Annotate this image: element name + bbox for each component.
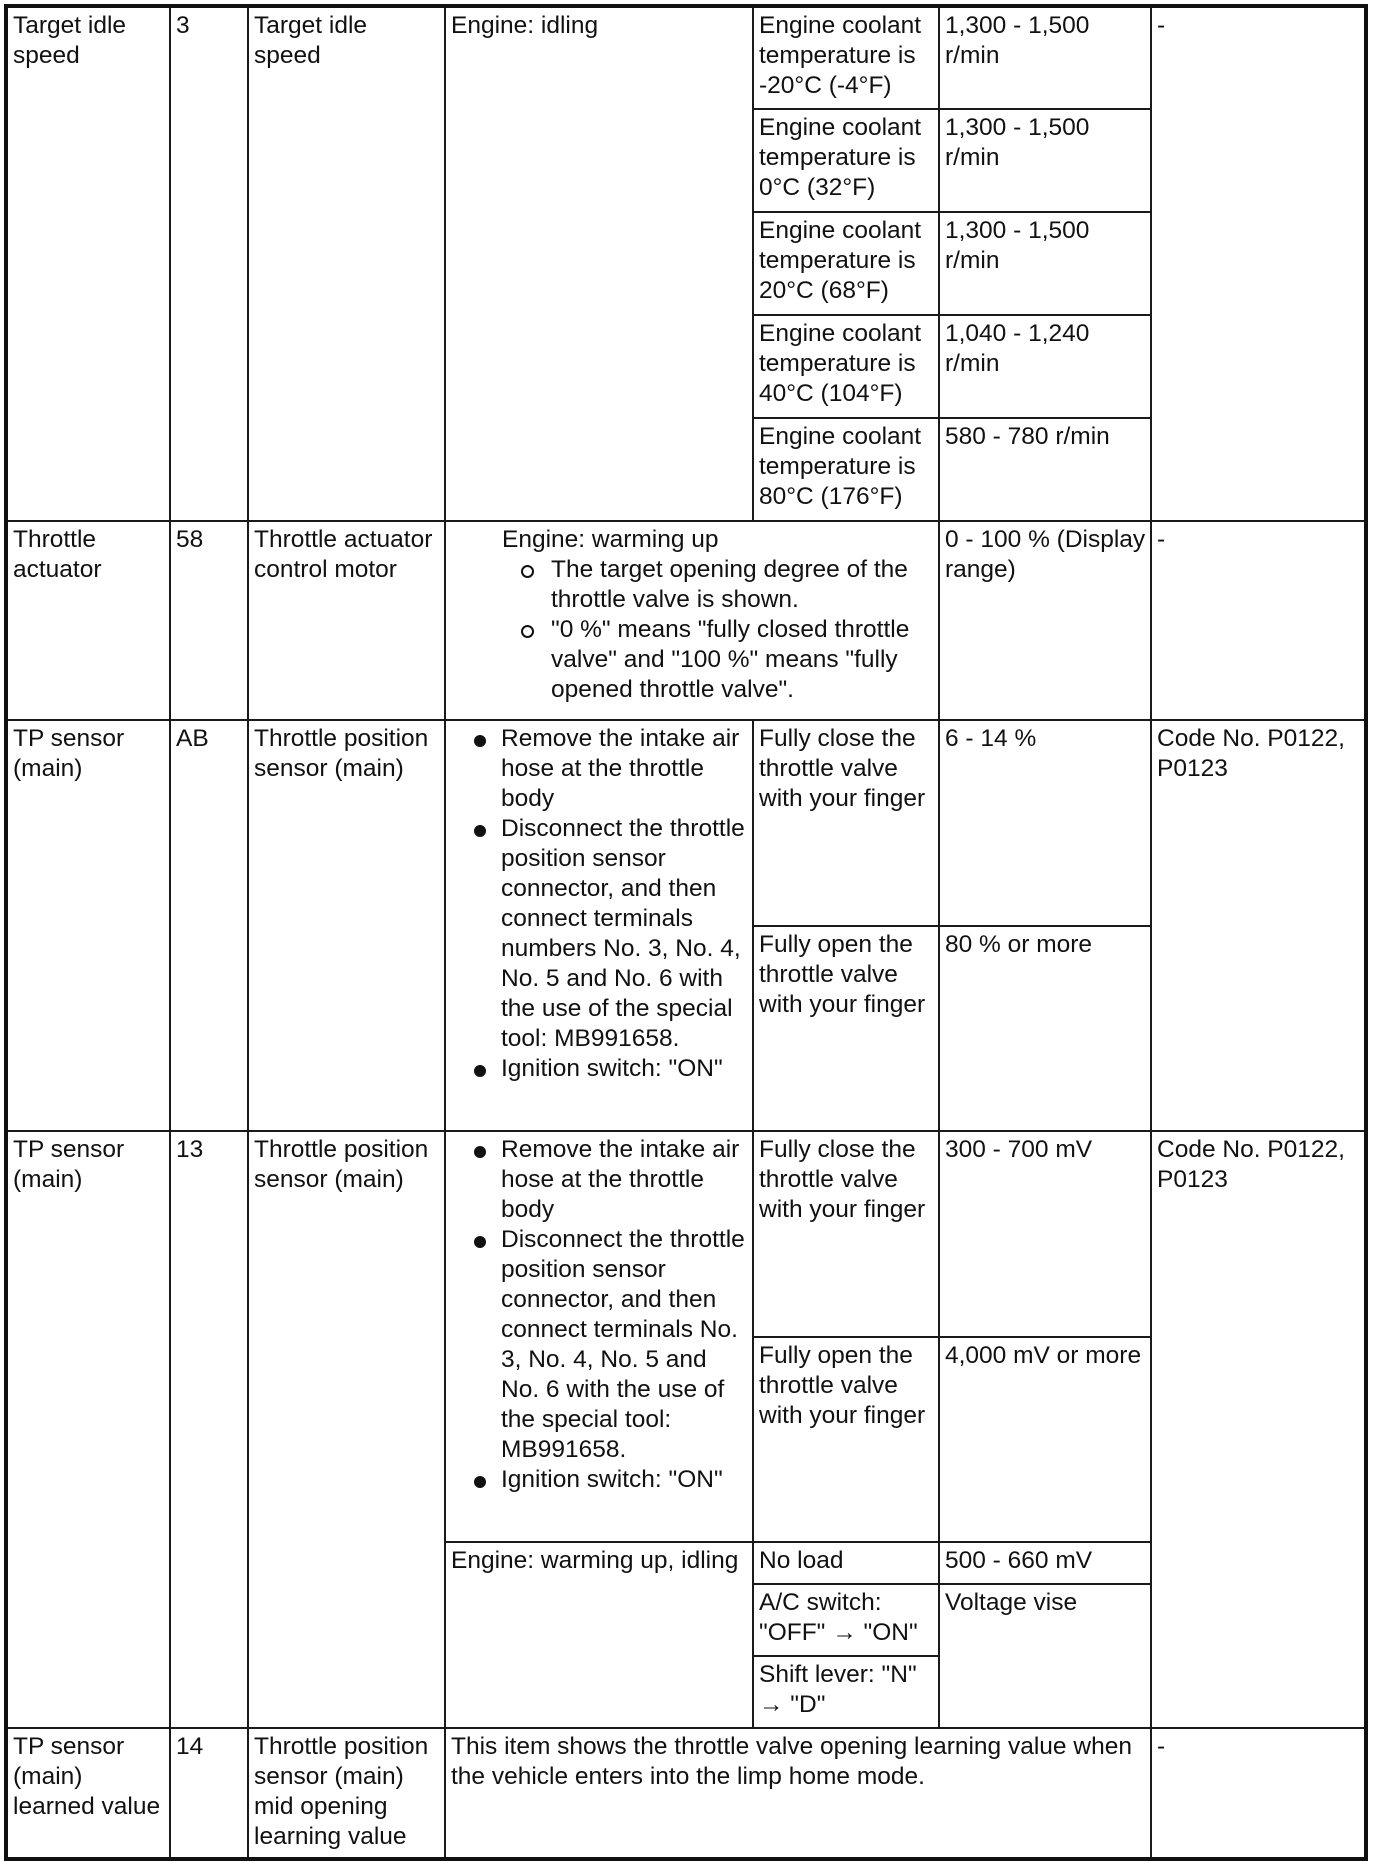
- normal-value-cell: 80 % or more: [939, 926, 1151, 1131]
- sub-condition-cell: Engine coolant temperature is 0°C (32°F): [753, 109, 939, 212]
- normal-value-cell: 300 - 700 mV: [939, 1131, 1151, 1337]
- reference-cell: -: [1151, 521, 1366, 720]
- item-cell: TP sensor (main): [6, 720, 170, 1131]
- procedure-step: Remove the intake air hose at the throttle body: [451, 1135, 748, 1225]
- normal-value-cell: 6 - 14 %: [939, 720, 1151, 926]
- note-item: The target opening degree of the throttle valve is shown.: [451, 555, 934, 615]
- table-row: [6, 1131, 1366, 1337]
- condition-cell: [445, 1131, 753, 1542]
- item-no-cell: 58: [170, 521, 248, 720]
- procedure-step: Disconnect the throttle position sensor connector, and then connect terminals No. 3, No. 4, No. 5 and No. 6 with the use of the special tool: MB991658.: [451, 1225, 748, 1465]
- normal-value-cell: 4,000 mV or more: [939, 1337, 1151, 1542]
- sub-condition-cell: Fully close the throttle valve with your finger: [753, 720, 939, 926]
- item-name-cell: Throttle position sensor (main) mid opening learning value: [248, 1728, 445, 1859]
- table-row: [6, 6, 1366, 109]
- sub-condition-cell: No load: [753, 1542, 939, 1584]
- reference-cell: Code No. P0122, P0123: [1151, 1131, 1366, 1728]
- item-cell: Target idle speed: [6, 6, 170, 521]
- sub-condition-cell: Engine coolant temperature is 20°C (68°F): [753, 212, 939, 315]
- procedure-list: [451, 724, 748, 1084]
- normal-value-cell: 1,300 - 1,500 r/min: [939, 109, 1151, 212]
- item-no-cell: 3: [170, 6, 248, 521]
- normal-value-cell: 500 - 660 mV: [939, 1542, 1151, 1584]
- item-cell: TP sensor (main) learned value: [6, 1728, 170, 1859]
- normal-value-cell: Voltage vise: [939, 1584, 1151, 1728]
- note-item: "0 %" means "fully closed throttle valve" and "100 %" means "fully opened throttle valve".: [451, 615, 934, 705]
- normal-value-cell: 1,040 - 1,240 r/min: [939, 315, 1151, 418]
- item-cell: Throttle actuator: [6, 521, 170, 720]
- normal-value-cell: 1,300 - 1,500 r/min: [939, 212, 1151, 315]
- sub-condition-cell: Fully open the throttle valve with your finger: [753, 1337, 939, 1542]
- condition-heading: Engine: warming up: [502, 526, 719, 553]
- sub-condition-cell: Engine coolant temperature is 80°C (176°F): [753, 418, 939, 521]
- procedure-list: [451, 1135, 748, 1495]
- sub-condition-cell: Engine coolant temperature is -20°C (-4°F): [753, 6, 939, 109]
- item-name-cell: Throttle position sensor (main): [248, 720, 445, 1131]
- sub-condition-cell: Engine coolant temperature is 40°C (104°F): [753, 315, 939, 418]
- service-data-table: [4, 4, 1368, 1861]
- note-list: [451, 555, 934, 705]
- sub-condition-cell: A/C switch: "OFF" → "ON": [753, 1584, 939, 1656]
- normal-value-cell: 0 - 100 % (Display range): [939, 521, 1151, 720]
- item-name-cell: Target idle speed: [248, 6, 445, 521]
- normal-value-cell: 1,300 - 1,500 r/min: [939, 6, 1151, 109]
- item-no-cell: 14: [170, 1728, 248, 1859]
- description-cell: This item shows the throttle valve opening learning value when the vehicle enters into the limp home mode.: [445, 1728, 1151, 1859]
- procedure-step: Ignition switch: "ON": [451, 1465, 748, 1495]
- condition-cell: [445, 521, 939, 720]
- sub-condition-cell: Fully open the throttle valve with your finger: [753, 926, 939, 1131]
- item-cell: TP sensor (main): [6, 1131, 170, 1728]
- spec-sheet: [4, 4, 1364, 1853]
- item-name-cell: Throttle actuator control motor: [248, 521, 445, 720]
- reference-cell: Code No. P0122, P0123: [1151, 720, 1366, 1131]
- table-row: [6, 1728, 1366, 1859]
- procedure-step: Ignition switch: "ON": [451, 1054, 748, 1084]
- sub-condition-cell: Fully close the throttle valve with your finger: [753, 1131, 939, 1337]
- procedure-step: Disconnect the throttle position sensor connector, and then connect terminals numbers No. 3, No. 4, No. 5 and No. 6 with the use of the special tool: MB991658.: [451, 814, 748, 1054]
- reference-cell: -: [1151, 1728, 1366, 1859]
- procedure-step: Remove the intake air hose at the throttle body: [451, 724, 748, 814]
- normal-value-cell: 580 - 780 r/min: [939, 418, 1151, 521]
- item-no-cell: AB: [170, 720, 248, 1131]
- condition-cell: [445, 720, 753, 1131]
- table-row: [6, 720, 1366, 926]
- item-name-cell: Throttle position sensor (main): [248, 1131, 445, 1728]
- item-no-cell: 13: [170, 1131, 248, 1728]
- condition-cell: Engine: warming up, idling: [445, 1542, 753, 1728]
- condition-cell: Engine: idling: [445, 6, 753, 521]
- reference-cell: -: [1151, 6, 1366, 521]
- sub-condition-cell: Shift lever: "N" → "D": [753, 1656, 939, 1728]
- table-row: [6, 521, 1366, 720]
